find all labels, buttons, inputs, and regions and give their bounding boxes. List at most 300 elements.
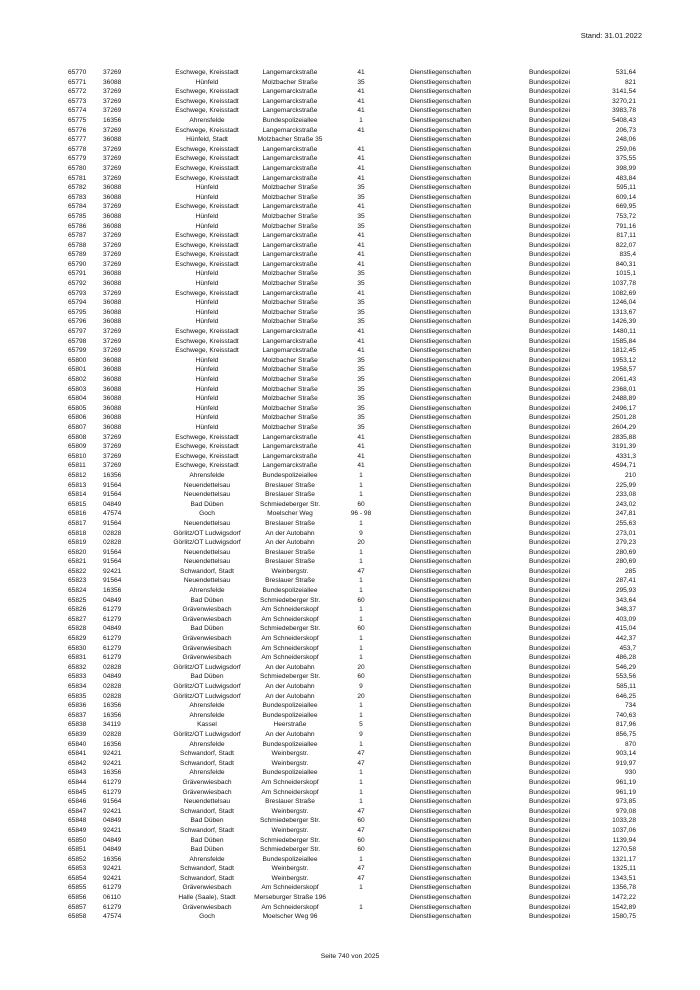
cell-category: Dienstliegenschaften [410,577,472,585]
cell-house-number: 1 [359,481,363,489]
cell-category: Dienstliegenschaften [410,625,472,633]
cell-row-id: 65854 [68,874,87,882]
cell-house-number: 35 [357,270,365,278]
cell-area-value: 791,16 [615,222,636,230]
table-row [0,740,700,750]
table-row [0,145,700,155]
cell-category: Dienstliegenschaften [410,721,472,729]
cell-street: Merseburger Straße 196 [254,894,326,902]
cell-category: Dienstliegenschaften [410,184,472,192]
table-row [0,346,700,356]
cell-area-value: 585,11 [616,683,636,690]
table-row [0,768,700,778]
cell-street: Am Schneiderskopf [261,615,319,623]
cell-agency: Bundespolizei [529,750,571,758]
cell-row-id: 65811 [68,462,86,470]
table-row [0,519,700,529]
cell-area-value: 343,64 [615,596,636,604]
cell-category: Dienstliegenschaften [410,788,472,796]
cell-row-id: 65837 [68,711,87,719]
cell-house-number: 41 [357,337,365,345]
cell-postal-code: 02828 [103,663,122,671]
cell-city: Schwandorf, Stadt [180,807,234,815]
cell-city: Hünfeld [195,299,219,307]
cell-agency: Bundespolizei [529,558,571,566]
cell-area-value: 531,64 [615,69,636,76]
table-row [0,433,700,443]
cell-category: Dienstliegenschaften [410,164,472,172]
cell-row-id: 65824 [68,587,87,595]
cell-category: Dienstliegenschaften [410,673,472,681]
cell-area-value: 1270,58 [612,846,636,854]
cell-house-number: 35 [357,366,365,374]
cell-agency: Bundespolizei [529,510,571,518]
cell-postal-code: 47574 [103,510,122,518]
cell-agency: Bundespolizei [529,740,571,748]
cell-house-number: 20 [357,663,365,671]
table-row [0,759,700,769]
cell-agency: Bundespolizei [529,471,571,479]
cell-row-id: 65818 [68,529,87,537]
cell-row-id: 65839 [68,730,87,738]
cell-category: Dienstliegenschaften [410,654,472,662]
cell-area-value: 2835,88 [612,433,636,441]
cell-agency: Bundespolizei [529,462,571,470]
cell-agency: Bundespolizei [529,289,571,297]
cell-city: Bad Düben [190,625,224,633]
cell-agency: Bundespolizei [529,347,571,355]
cell-agency: Bundespolizei [529,635,571,643]
cell-row-id: 65807 [68,423,87,431]
cell-postal-code: 92421 [103,750,122,758]
stand-date: Stand: 31.01.2022 [580,31,642,40]
cell-area-value: 961,19 [615,788,636,796]
table-row [0,394,700,404]
cell-area-value: 595,11 [616,184,636,192]
cell-agency: Bundespolizei [529,280,571,288]
cell-street: Molzbacher Straße [262,184,318,192]
cell-city: Hünfeld [195,184,219,192]
cell-row-id: 65804 [68,395,87,403]
cell-area-value: 2496,17 [612,404,636,412]
cell-house-number: 1 [359,711,363,719]
cell-row-id: 65785 [68,212,87,220]
cell-house-number: 1 [359,903,363,911]
cell-postal-code: 02828 [103,529,122,537]
cell-house-number: 1 [359,519,363,527]
cell-postal-code: 37269 [103,251,122,259]
cell-agency: Bundespolizei [529,241,571,249]
cell-row-id: 65793 [68,289,87,297]
cell-city: Hünfeld [195,193,219,201]
cell-row-id: 65771 [68,78,87,86]
cell-street: Breslauer Straße [265,577,315,585]
cell-row-id: 65773 [68,97,87,105]
cell-postal-code: 37269 [103,126,122,134]
cell-postal-code: 02828 [103,730,122,738]
cell-row-id: 65856 [68,894,87,902]
cell-city: Neuendettelsau [183,491,231,499]
cell-category: Dienstliegenschaften [410,807,472,815]
cell-row-id: 65795 [68,308,87,316]
cell-street: Langemarckstraße [262,433,318,441]
cell-row-id: 65840 [68,740,87,748]
cell-agency: Bundespolizei [529,654,571,662]
cell-city: Schwandorf, Stadt [180,826,234,834]
cell-area-value: 1313,67 [612,308,636,316]
cell-postal-code: 91564 [103,548,122,556]
table-row [0,202,700,212]
cell-street: Langemarckstraße [262,232,318,240]
cell-street: Bundespolizeiallee [262,471,318,479]
cell-row-id: 65770 [68,69,87,76]
cell-agency: Bundespolizei [529,711,571,719]
cell-city: Hünfeld [195,404,219,412]
cell-postal-code: 36088 [103,404,122,412]
cell-street: Am Schneiderskopf [261,788,319,796]
cell-area-value: 1325,11 [612,865,636,873]
table-row [0,452,700,462]
cell-area-value: 2061,43 [612,376,636,383]
cell-category: Dienstliegenschaften [410,740,472,748]
cell-city: Eschwege, Kreisstadt [175,260,239,268]
cell-agency: Bundespolizei [529,78,571,86]
cell-city: Bad Düben [190,846,224,854]
cell-row-id: 65850 [68,836,87,844]
cell-street: Breslauer Straße [265,491,315,499]
table-row [0,586,700,596]
cell-street: Langemarckstraße [262,260,318,268]
cell-city: Eschwege, Kreisstadt [175,88,239,96]
cell-city: Görlitz/OT Ludwigsdorf [173,529,241,537]
cell-row-id: 65790 [68,260,87,268]
cell-house-number: 41 [357,347,365,355]
table-row [0,672,700,682]
cell-category: Dienstliegenschaften [410,126,472,134]
cell-postal-code: 61279 [103,644,122,652]
cell-postal-code: 06110 [103,894,121,902]
cell-street: Molzbacher Straße [262,385,318,393]
cell-house-number: 47 [357,874,365,882]
cell-category: Dienstliegenschaften [410,539,472,547]
cell-postal-code: 91564 [103,519,122,527]
cell-area-value: 817,96 [615,721,636,729]
cell-city: Bad Düben [190,596,224,604]
cell-category: Dienstliegenschaften [410,222,472,230]
cell-street: Schmiedeberger Str. [259,596,321,604]
cell-category: Dienstliegenschaften [410,491,472,499]
cell-category: Dienstliegenschaften [410,193,472,201]
cell-city: Ahrensfelde [189,855,225,863]
cell-house-number: 41 [357,289,365,297]
cell-category: Dienstliegenschaften [410,423,472,431]
cell-postal-code: 37269 [103,232,122,240]
cell-city: Eschwege, Kreisstadt [175,97,239,105]
cell-house-number: 35 [357,78,365,86]
cell-agency: Bundespolizei [529,145,571,153]
cell-house-number: 41 [357,155,365,163]
table-row [0,126,700,136]
cell-category: Dienstliegenschaften [410,356,472,364]
cell-area-value: 398,99 [615,164,636,172]
cell-city: Eschwege, Kreisstadt [175,241,239,249]
table-row [0,308,700,318]
cell-city: Neuendettelsau [183,481,231,489]
cell-agency: Bundespolizei [529,644,571,652]
cell-city: Neuendettelsau [183,798,231,806]
cell-row-id: 65803 [68,385,87,393]
cell-postal-code: 36088 [103,270,122,278]
cell-row-id: 65792 [68,280,87,288]
cell-street: Weinbergstr. [271,750,309,758]
cell-agency: Bundespolizei [529,692,571,700]
cell-city: Bad Düben [190,500,224,508]
cell-area-value: 961,19 [615,778,636,786]
cell-city: Hünfeld [195,366,219,374]
cell-category: Dienstliegenschaften [410,759,472,767]
table-row [0,490,700,500]
cell-area-value: 1356,78 [612,884,636,892]
cell-house-number: 35 [357,385,365,393]
table-row [0,327,700,337]
cell-city: Goch [199,510,215,518]
cell-area-value: 2501,28 [612,414,636,422]
cell-postal-code: 16356 [103,769,122,777]
cell-category: Dienstliegenschaften [410,443,472,451]
cell-postal-code: 37269 [103,155,122,163]
cell-row-id: 65799 [68,347,87,355]
cell-house-number: 1 [359,606,363,614]
cell-street: Langemarckstraße [262,97,318,105]
cell-agency: Bundespolizei [529,423,571,431]
cell-category: Dienstliegenschaften [410,865,472,873]
cell-area-value: 255,63 [615,519,636,527]
cell-category: Dienstliegenschaften [410,615,472,623]
cell-category: Dienstliegenschaften [410,174,472,182]
table-row [0,298,700,308]
cell-row-id: 65808 [68,433,87,441]
cell-agency: Bundespolizei [529,212,571,220]
cell-city: Eschwege, Kreisstadt [175,232,239,240]
table-row [0,471,700,481]
cell-house-number: 41 [357,126,365,134]
cell-agency: Bundespolizei [529,577,571,585]
cell-area-value: 1580,75 [612,913,636,921]
cell-agency: Bundespolizei [529,356,571,364]
cell-city: Bad Düben [190,673,224,681]
cell-area-value: 279,23 [615,539,636,547]
cell-postal-code: 36088 [103,356,122,364]
cell-category: Dienstliegenschaften [410,232,472,240]
cell-street: Weinbergstr. [271,567,309,575]
cell-city: Eschwege, Kreisstadt [175,107,239,115]
cell-postal-code: 92421 [103,567,122,575]
cell-area-value: 919,97 [615,759,636,767]
cell-agency: Bundespolizei [529,184,571,192]
cell-postal-code: 04849 [103,625,122,633]
cell-agency: Bundespolizei [529,366,571,374]
cell-postal-code: 36088 [103,299,122,307]
table-row [0,289,700,299]
cell-agency: Bundespolizei [529,759,571,767]
cell-street: Bundespolizeiallee [262,769,318,777]
cell-agency: Bundespolizei [529,97,571,105]
table-row [0,279,700,289]
cell-house-number: 1 [359,644,363,652]
cell-agency: Bundespolizei [529,817,571,825]
cell-area-value: 903,14 [615,750,636,758]
cell-agency: Bundespolizei [529,232,571,240]
cell-category: Dienstliegenschaften [410,519,472,527]
cell-agency: Bundespolizei [529,414,571,422]
cell-house-number: 41 [357,107,365,115]
cell-street: Am Schneiderskopf [261,635,319,643]
table-row [0,87,700,97]
cell-area-value: 3983,78 [612,107,636,115]
cell-agency: Bundespolizei [529,500,571,508]
cell-city: Eschwege, Kreisstadt [175,69,239,76]
cell-row-id: 65810 [68,452,87,460]
cell-category: Dienstliegenschaften [410,145,472,153]
cell-city: Ahrensfelde [189,711,225,719]
cell-area-value: 287,41 [615,577,636,585]
cell-area-value: 1472,22 [612,894,636,902]
cell-row-id: 65788 [68,241,87,249]
cell-category: Dienstliegenschaften [410,241,472,249]
cell-postal-code: 37269 [103,241,122,249]
cell-city: Ahrensfelde [189,740,225,748]
table-row [0,557,700,567]
cell-city: Hünfeld [195,385,219,393]
cell-city: Grävenwiesbach [182,644,232,652]
cell-category: Dienstliegenschaften [410,750,472,758]
cell-postal-code: 61279 [103,778,122,786]
cell-category: Dienstliegenschaften [410,510,472,518]
cell-area-value: 817,11 [616,232,636,240]
cell-house-number: 35 [357,414,365,422]
cell-area-value: 609,14 [615,193,636,201]
cell-area-value: 2488,89 [612,395,636,403]
cell-category: Dienstliegenschaften [410,826,472,834]
cell-street: Langemarckstraße [262,69,318,76]
table-row [0,778,700,788]
cell-postal-code: 37269 [103,347,122,355]
cell-agency: Bundespolizei [529,88,571,96]
cell-row-id: 65782 [68,184,87,192]
cell-city: Neuendettelsau [183,519,231,527]
cell-category: Dienstliegenschaften [410,107,472,115]
cell-city: Eschwege, Kreisstadt [175,164,239,172]
cell-agency: Bundespolizei [529,567,571,575]
cell-house-number: 1 [359,769,363,777]
cell-area-value: 553,56 [615,673,636,681]
cell-postal-code: 36088 [103,414,122,422]
cell-row-id: 65791 [68,270,87,278]
cell-category: Dienstliegenschaften [410,414,472,422]
cell-house-number: 60 [357,817,365,825]
cell-area-value: 2604,29 [612,423,636,431]
cell-street: Schmiedeberger Str. [259,673,321,681]
cell-agency: Bundespolizei [529,193,571,201]
cell-city: Hünfeld [195,318,219,326]
cell-house-number: 9 [359,730,363,738]
table-row [0,730,700,740]
table-row [0,164,700,174]
cell-row-id: 65832 [68,663,87,671]
cell-postal-code: 36088 [103,308,122,316]
cell-agency: Bundespolizei [529,903,571,911]
cell-row-id: 65801 [68,366,87,374]
cell-postal-code: 16356 [103,855,122,863]
cell-row-id: 65809 [68,443,87,451]
cell-category: Dienstliegenschaften [410,702,472,710]
cell-row-id: 65820 [68,548,87,556]
cell-row-id: 65844 [68,778,87,786]
cell-agency: Bundespolizei [529,874,571,882]
cell-category: Dienstliegenschaften [410,855,472,863]
cell-postal-code: 36088 [103,318,122,326]
cell-row-id: 65806 [68,414,87,422]
cell-area-value: 1426,39 [612,318,636,326]
cell-street: Langemarckstraße [262,126,318,134]
cell-area-value: 375,55 [615,155,636,163]
cell-area-value: 646,25 [615,692,636,700]
cell-street: Bundespolizeiallee [262,587,318,595]
cell-row-id: 65843 [68,769,87,777]
cell-area-value: 415,04 [615,625,636,633]
cell-postal-code: 61279 [103,884,122,892]
cell-area-value: 930 [624,769,636,777]
cell-row-id: 65805 [68,404,87,412]
cell-agency: Bundespolizei [529,788,571,796]
cell-category: Dienstliegenschaften [410,500,472,508]
data-table [0,68,700,922]
cell-house-number: 60 [357,500,365,508]
cell-house-number: 41 [357,97,365,105]
cell-postal-code: 47574 [103,913,122,921]
cell-house-number: 20 [357,692,365,700]
cell-row-id: 65786 [68,222,87,230]
cell-category: Dienstliegenschaften [410,596,472,604]
cell-street: An der Autobahn [265,663,315,671]
cell-agency: Bundespolizei [529,865,571,873]
cell-city: Hünfeld [195,212,219,220]
cell-agency: Bundespolizei [529,270,571,278]
cell-agency: Bundespolizei [529,663,571,671]
cell-house-number: 60 [357,596,365,604]
cell-street: Weinbergstr. [271,759,309,767]
cell-area-value: 2368,01 [612,385,636,393]
cell-postal-code: 04849 [103,846,122,854]
cell-postal-code: 04849 [103,817,122,825]
cell-street: Bundespolizeiallee [262,740,318,748]
cell-street: Schmiedeberger Str. [259,836,321,844]
cell-row-id: 65828 [68,625,87,633]
cell-row-id: 65848 [68,817,87,825]
cell-street: Langemarckstraße [262,347,318,355]
cell-row-id: 65789 [68,251,87,259]
table-row [0,375,700,385]
cell-postal-code: 92421 [103,874,122,882]
cell-postal-code: 36088 [103,280,122,288]
cell-house-number: 20 [357,539,365,547]
cell-street: Molzbacher Straße 35 [257,136,323,144]
cell-category: Dienstliegenschaften [410,558,472,566]
table-row [0,682,700,692]
cell-category: Dienstliegenschaften [410,366,472,374]
table-row [0,337,700,347]
cell-agency: Bundespolizei [529,913,571,921]
